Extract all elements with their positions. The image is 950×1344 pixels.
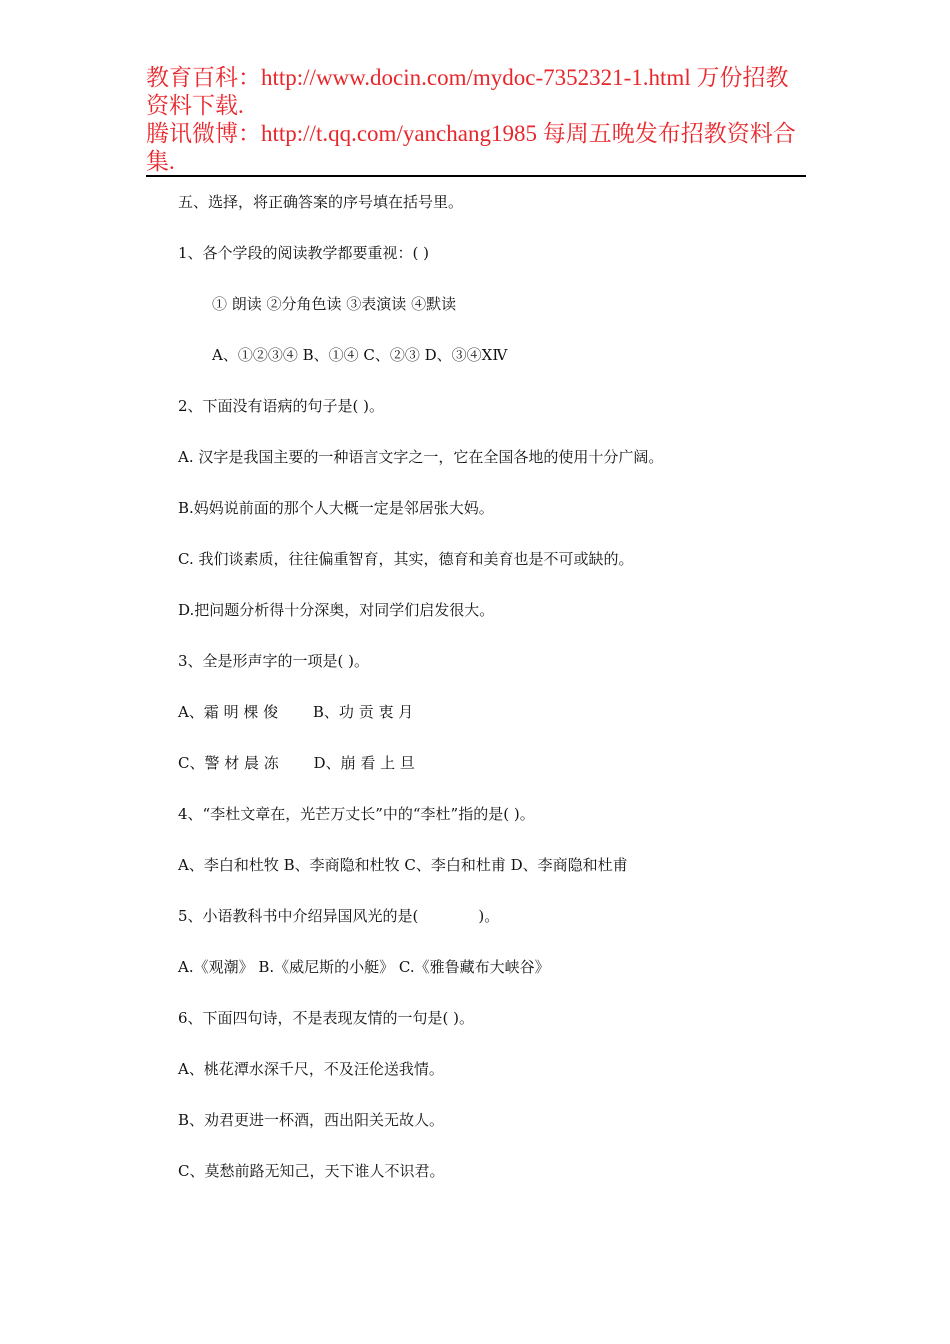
question-3-options-ab: A、霜 明 棵 俊 B、功 贡 衷 月 [178, 703, 414, 721]
header-line-weibo[interactable]: 腾讯微博：http://t.qq.com/yanchang1985 每周五晚发布招教资料合集. [146, 121, 796, 174]
question-1: 1、各个学段的阅读教学都要重视：( ) [178, 244, 430, 262]
question-1-options: A、①②③④ B、①④ C、②③ D、③④ⅩⅣ [212, 346, 508, 364]
header-divider [146, 175, 806, 177]
section-title: 五、选择，将正确答案的序号填在括号里。 [178, 193, 464, 211]
question-6-option-b: B、劝君更进一杯酒，西出阳关无故人。 [178, 1111, 445, 1129]
question-5: 5、小语教科书中介绍异国风光的是( )。 [178, 907, 500, 925]
question-1-items: ① 朗读 ②分角色读 ③表演读 ④默读 [212, 295, 457, 313]
question-3: 3、全是形声字的一项是( )。 [178, 652, 370, 670]
promo-header [146, 64, 808, 176]
header-line-docin[interactable]: 教育百科：http://www.docin.com/mydoc-7352321-1.html 万份招教资料下载. [146, 65, 789, 118]
question-3-options-cd: C、警 材 晨 冻 D、崩 看 上 旦 [178, 754, 415, 772]
question-2: 2、下面没有语病的句子是( )。 [178, 397, 385, 415]
question-2-option-a: A. 汉字是我国主要的一种语言文字之一，它在全国各地的使用十分广阔。 [178, 448, 664, 466]
question-5-options: A.《观潮》 B.《威尼斯的小艇》 C.《雅鲁藏布大峡谷》 [178, 958, 550, 976]
question-6: 6、下面四句诗，不是表现友情的一句是( )。 [178, 1009, 475, 1027]
question-2-option-b: B.妈妈说前面的那个人大概一定是邻居张大妈。 [178, 499, 494, 517]
question-4: 4、“李杜文章在，光芒万丈长”中的“李杜”指的是( )。 [178, 805, 535, 823]
question-2-option-d: D.把问题分析得十分深奥，对同学们启发很大。 [178, 601, 495, 619]
question-6-option-c: C、莫愁前路无知己，天下谁人不识君。 [178, 1162, 445, 1180]
question-2-option-c: C. 我们谈素质，往往偏重智育，其实，德育和美育也是不可或缺的。 [178, 550, 634, 568]
question-4-options: A、李白和杜牧 B、李商隐和杜牧 C、李白和杜甫 D、李商隐和杜甫 [178, 856, 628, 874]
question-6-option-a: A、桃花潭水深千尺，不及汪伦送我情。 [178, 1060, 444, 1078]
